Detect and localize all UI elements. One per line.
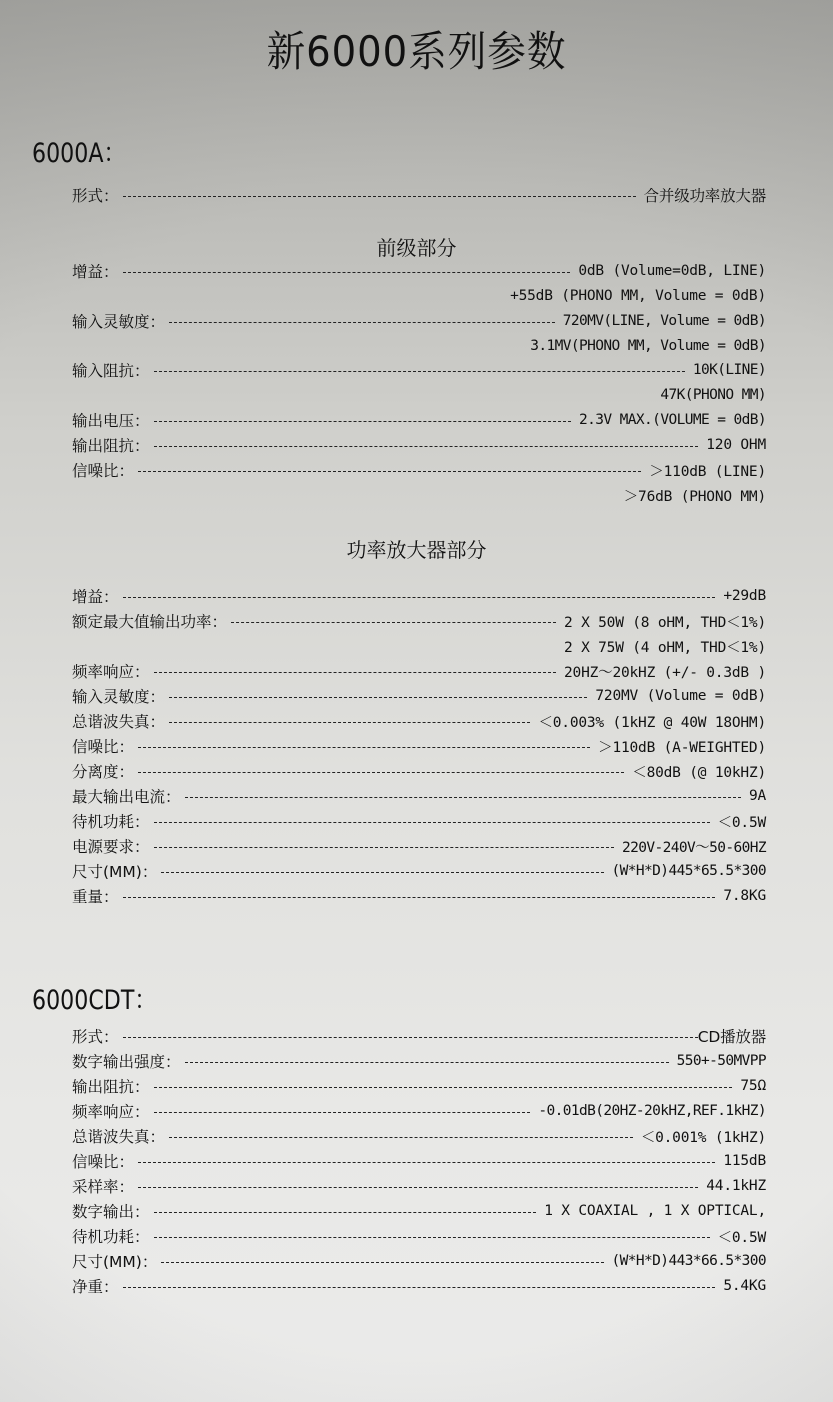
dotted-leader: [138, 1187, 698, 1188]
spec-row-snr-cont: [72, 483, 766, 507]
spec-label: 最大输出电流：: [72, 788, 181, 806]
spec-value: +29dB: [723, 588, 766, 604]
spec-value: 720MV(LINE, Volume = 0dB): [562, 313, 766, 329]
spec-value: 220V-240V～50-60HZ: [622, 839, 766, 856]
dotted-leader: [123, 196, 636, 197]
section-heading-power-amp: 功率放大器部分: [346, 538, 487, 562]
spec-label: 总谐波失真：: [72, 713, 166, 731]
spec-value: 720MV (Volume = 0dB): [595, 688, 766, 704]
spec-row-output-impedance: [72, 433, 766, 457]
spec-value: 2 X 75W (4 oHM, THD＜1%): [564, 639, 766, 656]
spec-row-frequency-response: [72, 1099, 766, 1123]
dotted-leader: [154, 1112, 531, 1113]
dotted-leader: [138, 772, 624, 773]
spec-row-form: [72, 183, 766, 207]
dotted-leader: [154, 847, 615, 848]
spec-value: 75Ω: [740, 1078, 766, 1094]
spec-row-gain: [72, 584, 766, 608]
spec-label: 输入灵敏度：: [72, 688, 166, 706]
spec-value: ＜0.003% (1kHZ @ 40W 18OHM): [538, 714, 766, 731]
spec-value: CD播放器: [697, 1028, 766, 1046]
spec-value: ＜0.5W: [717, 814, 766, 831]
spec-row-form: [72, 1024, 766, 1048]
spec-label: 额定最大值输出功率：: [72, 613, 228, 631]
dotted-leader: [154, 822, 710, 823]
spec-row-snr: [72, 1149, 766, 1173]
spec-row-output-voltage: [72, 408, 766, 432]
spec-row-frequency-response: [72, 659, 766, 683]
spec-label: 数字输出：: [72, 1203, 150, 1221]
dotted-leader: [185, 797, 741, 798]
spec-label: 信噪比：: [72, 738, 135, 756]
dotted-leader: [123, 597, 716, 598]
spec-value: -0.01dB(20HZ-20kHZ,REF.1kHZ): [538, 1103, 766, 1119]
spec-value: +55dB (PHONO MM, Volume = 0dB): [510, 288, 766, 304]
spec-row-digital-output: [72, 1199, 766, 1223]
dotted-leader: [154, 1212, 537, 1213]
dotted-leader: [154, 672, 557, 673]
dotted-leader: [123, 1037, 698, 1038]
spec-value: ＜80dB (@ 10kHZ): [632, 764, 766, 781]
spec-label: 信噪比：: [72, 462, 135, 480]
spec-label: 总谐波失真：: [72, 1128, 166, 1146]
dotted-leader: [138, 747, 590, 748]
spec-value: (W*H*D)445*65.5*300: [611, 863, 766, 879]
spec-label: 频率响应：: [72, 1103, 150, 1121]
dotted-leader: [169, 697, 587, 698]
dotted-leader: [154, 1087, 733, 1088]
spec-value: 550+-50MVPP: [676, 1053, 766, 1069]
model-heading-6000a: 6000A：: [32, 138, 126, 169]
spec-row-standby-power: [72, 809, 766, 833]
spec-label: 重量：: [72, 888, 119, 906]
spec-label: 增益：: [72, 263, 119, 281]
spec-row-input-impedance-cont: [72, 383, 766, 407]
spec-label: 形式：: [72, 1028, 119, 1046]
dotted-leader: [169, 1137, 633, 1138]
spec-value: 9A: [748, 788, 766, 804]
spec-label: 频率响应：: [72, 663, 150, 681]
spec-value: 10K(LINE): [692, 362, 766, 378]
dotted-leader: [161, 872, 603, 873]
spec-row-sample-rate: [72, 1174, 766, 1198]
spec-row-digital-output-level: [72, 1049, 766, 1073]
spec-value: ＞76dB (PHONO MM): [623, 488, 766, 505]
spec-label: 采样率：: [72, 1178, 135, 1196]
dotted-leader: [154, 371, 685, 372]
dotted-leader: [154, 446, 699, 447]
spec-value: 2 X 50W (8 oHM, THD＜1%): [564, 614, 766, 631]
spec-row-standby-power: [72, 1224, 766, 1248]
spec-row-net-weight: [72, 1274, 766, 1298]
spec-value: 7.8KG: [723, 888, 766, 904]
spec-value: 120 OHM: [706, 437, 766, 453]
spec-value: 115dB: [723, 1153, 766, 1169]
spec-row-input-sensitivity: [72, 309, 766, 333]
spec-row-output-impedance: [72, 1074, 766, 1098]
spec-label: 输出阻抗：: [72, 437, 150, 455]
spec-label: 增益：: [72, 588, 119, 606]
spec-label: 输入灵敏度：: [72, 313, 166, 331]
spec-row-gain-cont: [72, 284, 766, 308]
spec-label: 待机功耗：: [72, 813, 150, 831]
spec-row-input-sensitivity: [72, 684, 766, 708]
spec-value: 20HZ～20kHZ (+/- 0.3dB ): [564, 664, 766, 681]
spec-label: 分离度：: [72, 763, 135, 781]
spec-value: (W*H*D)443*66.5*300: [611, 1253, 766, 1269]
spec-row-rated-power-cont: [72, 634, 766, 658]
model-heading-6000cdt: 6000CDT：: [32, 985, 157, 1016]
dotted-leader: [123, 1287, 716, 1288]
dotted-leader: [169, 322, 555, 323]
spec-row-input-sensitivity-cont: [72, 334, 766, 358]
dotted-leader: [154, 421, 572, 422]
spec-row-separation: [72, 759, 766, 783]
dotted-leader: [138, 471, 641, 472]
spec-row-max-output-current: [72, 784, 766, 808]
spec-label: 形式：: [72, 187, 119, 205]
spec-row-snr: [72, 458, 766, 482]
spec-row-dimensions: [72, 1249, 766, 1273]
dotted-leader: [169, 722, 530, 723]
spec-row-thd: [72, 709, 766, 733]
spec-row-input-impedance: [72, 358, 766, 382]
spec-row-dimensions: [72, 859, 766, 883]
spec-value: 2.3V MAX.(VOLUME = 0dB): [579, 412, 766, 428]
spec-value: 44.1kHZ: [706, 1178, 766, 1194]
spec-value: ＜0.5W: [717, 1229, 766, 1246]
dotted-leader: [231, 622, 556, 623]
section-heading-preamp: 前级部分: [376, 236, 457, 260]
spec-value: 1 X COAXIAL , 1 X OPTICAL,: [544, 1203, 766, 1219]
spec-row-weight: [72, 884, 766, 908]
spec-value: ＞110dB (LINE): [649, 463, 766, 480]
spec-row-rated-power: [72, 609, 766, 633]
dotted-leader: [123, 897, 716, 898]
spec-label: 电源要求：: [72, 838, 150, 856]
spec-value: 3.1MV(PHONO MM, Volume = 0dB): [530, 338, 766, 354]
spec-row-gain: [72, 259, 766, 283]
spec-label: 尺寸(MM)：: [72, 863, 158, 881]
spec-row-thd: [72, 1124, 766, 1148]
spec-value: ＜0.001% (1kHZ): [640, 1129, 766, 1146]
spec-value: 47K(PHONO MM): [660, 387, 766, 403]
spec-label: 待机功耗：: [72, 1228, 150, 1246]
spec-label: 数字输出强度：: [72, 1053, 181, 1071]
spec-label: 信噪比：: [72, 1153, 135, 1171]
spec-label: 净重：: [72, 1278, 119, 1296]
dotted-leader: [123, 272, 571, 273]
spec-label: 输出电压：: [72, 412, 150, 430]
spec-label: 输出阻抗：: [72, 1078, 150, 1096]
spec-value: 合并级功率放大器: [643, 187, 766, 205]
spec-value: 0dB (Volume=0dB, LINE): [578, 263, 766, 279]
spec-row-snr: [72, 734, 766, 758]
dotted-leader: [161, 1262, 603, 1263]
spec-value: 5.4KG: [723, 1278, 766, 1294]
spec-label: 尺寸(MM)：: [72, 1253, 158, 1271]
dotted-leader: [185, 1062, 669, 1063]
page-title: 新6000系列参数: [266, 27, 567, 76]
dotted-leader: [138, 1162, 715, 1163]
dotted-leader: [154, 1237, 710, 1238]
spec-value: ＞110dB (A-WEIGHTED): [598, 739, 766, 756]
spec-label: 输入阻抗：: [72, 362, 150, 380]
spec-row-power-requirement: [72, 834, 766, 858]
